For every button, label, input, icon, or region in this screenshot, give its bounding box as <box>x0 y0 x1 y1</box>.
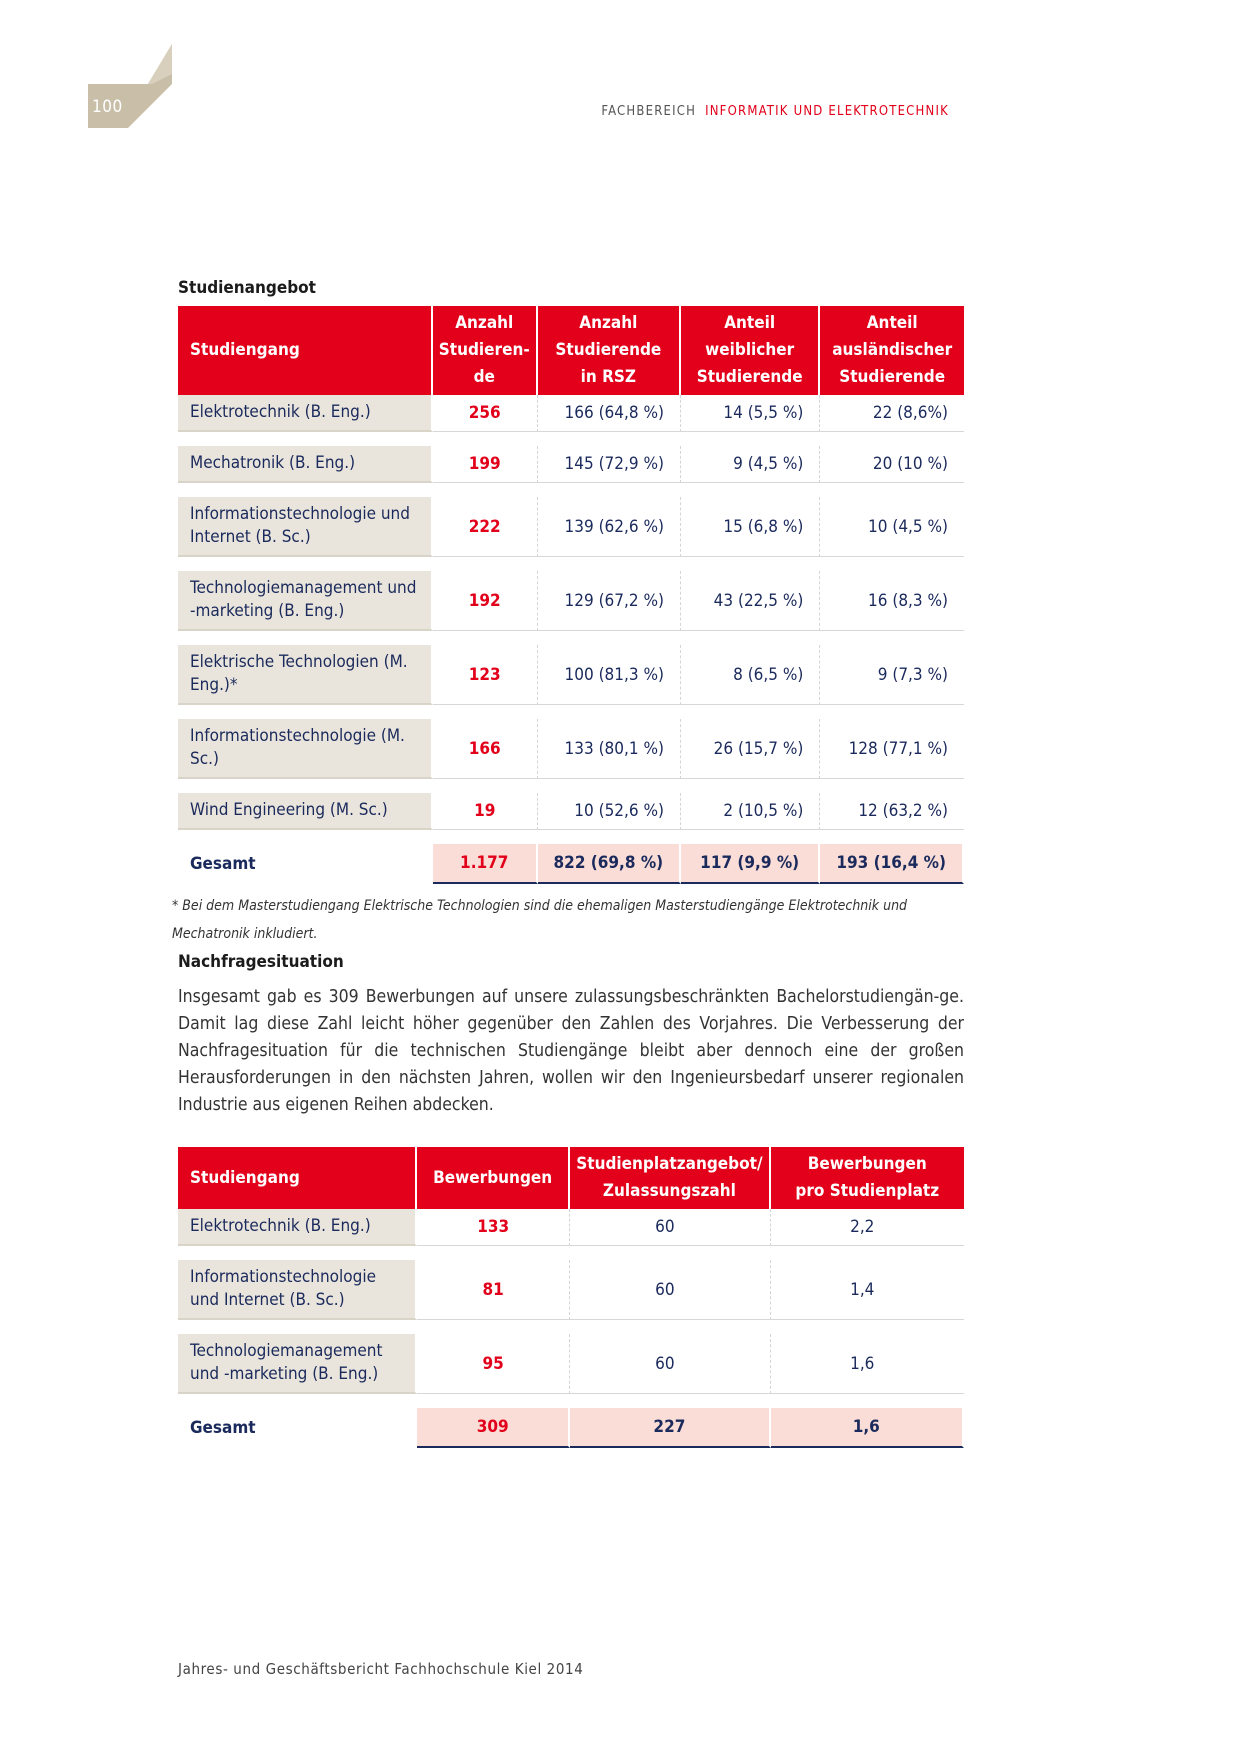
foreign-share: 12 (63,2 %) <box>820 793 964 830</box>
foreign-share: 20 (10 %) <box>820 446 964 483</box>
student-count: 123 <box>433 645 538 705</box>
ratio: 2,2 <box>771 1209 964 1246</box>
body-paragraph: Insgesamt gab es 309 Bewerbungen auf unsere zulassungsbeschränkten Bachelorstudiengän-ge. Damit lag diese Zahl leicht höher gegenüber den Zahlen des Vorjahres. Die Verbesserung der Nachfragesituation für die technischen Studiengänge bleibt aber dennoch eine der großen Herausforderungen in den nächsten Jahren, wollen wir den Ingenieursbedarf unserer regionalen Industrie aus eigenen Reihen abdecken. <box>178 987 964 1115</box>
column-header: Anzahl Studieren- de <box>433 306 538 395</box>
program-name: Elektrotechnik (B. Eng.) <box>178 395 433 432</box>
page-footer: Jahres- und Geschäftsbericht Fachhochschule Kiel 2014 <box>178 1660 584 1678</box>
footnote: * Bei dem Masterstudiengang Elektrische Technologien sind die ehemaligen Masterstudiengänge Elektrotechnik und Mechatronik inkludiert. <box>172 898 908 942</box>
column-header: Bewerbungen <box>417 1147 570 1209</box>
students-in-rsz: 133 (80,1 %) <box>538 719 681 779</box>
places: 60 <box>570 1209 770 1246</box>
students-in-rsz: 10 (52,6 %) <box>538 793 681 830</box>
section-title-nachfragesituation: Nachfragesituation <box>178 952 344 972</box>
column-header: Anzahl Studierende in RSZ <box>538 306 681 395</box>
student-count: 222 <box>433 497 538 557</box>
program-name: Elektrotechnik (B. Eng.) <box>178 1209 417 1246</box>
nachfrage-table <box>178 1147 964 1448</box>
student-count: 19 <box>433 793 538 830</box>
column-header: Bewerbungen pro Studienplatz <box>771 1147 964 1209</box>
header-department: INFORMATIK UND ELEKTROTECHNIK <box>705 104 949 119</box>
total-label: Gesamt <box>178 844 433 884</box>
foreign-share: 10 (4,5 %) <box>820 497 964 557</box>
foreign-share: 22 (8,6%) <box>820 395 964 432</box>
foreign-share: 16 (8,3 %) <box>820 571 964 631</box>
female-share: 43 (22,5 %) <box>681 571 820 631</box>
student-count: 199 <box>433 446 538 483</box>
students-in-rsz: 139 (62,6 %) <box>538 497 681 557</box>
total-rsz: 822 (69,8 %) <box>538 844 681 884</box>
student-count: 256 <box>433 395 538 432</box>
table-row <box>178 1260 964 1320</box>
header-title <box>601 104 949 119</box>
table-row <box>178 395 964 432</box>
table-row <box>178 719 964 779</box>
column-header: Anteil ausländischer Studierende <box>820 306 964 395</box>
total-female: 117 (9,9 %) <box>681 844 820 884</box>
foreign-share: 9 (7,3 %) <box>820 645 964 705</box>
ratio: 1,6 <box>771 1334 964 1394</box>
total-applications: 309 <box>417 1408 570 1448</box>
foreign-share: 128 (77,1 %) <box>820 719 964 779</box>
program-name: Elektrische Technologien (M. Eng.)* <box>178 645 433 705</box>
program-name: Technologiemanagement und -marketing (B. Eng.) <box>178 1334 417 1394</box>
female-share: 9 (4,5 %) <box>681 446 820 483</box>
student-count: 192 <box>433 571 538 631</box>
table-total-row <box>178 1408 964 1448</box>
applications: 81 <box>417 1260 570 1320</box>
table-row <box>178 645 964 705</box>
female-share: 14 (5,5 %) <box>681 395 820 432</box>
table-row <box>178 497 964 557</box>
places: 60 <box>570 1260 770 1320</box>
table-row <box>178 1334 964 1394</box>
column-header: Anteil weiblicher Studierende <box>681 306 820 395</box>
table-header-row <box>178 306 964 395</box>
program-name: Wind Engineering (M. Sc.) <box>178 793 433 830</box>
female-share: 26 (15,7 %) <box>681 719 820 779</box>
section-title-studienangebot: Studienangebot <box>178 278 316 298</box>
program-name: Technologiemanagement und -marketing (B. Eng.) <box>178 571 433 631</box>
program-name: Informationstechnologie und Internet (B. Sc.) <box>178 1260 417 1320</box>
ratio: 1,4 <box>771 1260 964 1320</box>
table-row <box>178 1209 964 1246</box>
table-row <box>178 446 964 483</box>
table-row <box>178 793 964 830</box>
total-label: Gesamt <box>178 1408 417 1448</box>
students-in-rsz: 100 (81,3 %) <box>538 645 681 705</box>
student-count: 166 <box>433 719 538 779</box>
program-name: Informationstechnologie (M. Sc.) <box>178 719 433 779</box>
total-ratio: 1,6 <box>771 1408 964 1448</box>
studienangebot-table <box>178 306 964 884</box>
table-row <box>178 571 964 631</box>
applications: 133 <box>417 1209 570 1246</box>
female-share: 2 (10,5 %) <box>681 793 820 830</box>
header-label: FACHBEREICH <box>601 104 697 119</box>
total-foreign: 193 (16,4 %) <box>820 844 964 884</box>
program-name: Informationstechnologie und Internet (B. Sc.) <box>178 497 433 557</box>
total-count: 1.177 <box>433 844 538 884</box>
total-places: 227 <box>570 1408 770 1448</box>
column-header: Studienplatzangebot/ Zulassungszahl <box>570 1147 770 1209</box>
program-name: Mechatronik (B. Eng.) <box>178 446 433 483</box>
column-header: Studiengang <box>178 1147 417 1209</box>
applications: 95 <box>417 1334 570 1394</box>
table-total-row <box>178 844 964 884</box>
column-header: Studiengang <box>178 306 433 395</box>
table-header-row <box>178 1147 964 1209</box>
page-number: 100 <box>92 97 123 117</box>
places: 60 <box>570 1334 770 1394</box>
students-in-rsz: 129 (67,2 %) <box>538 571 681 631</box>
students-in-rsz: 166 (64,8 %) <box>538 395 681 432</box>
female-share: 8 (6,5 %) <box>681 645 820 705</box>
students-in-rsz: 145 (72,9 %) <box>538 446 681 483</box>
female-share: 15 (6,8 %) <box>681 497 820 557</box>
